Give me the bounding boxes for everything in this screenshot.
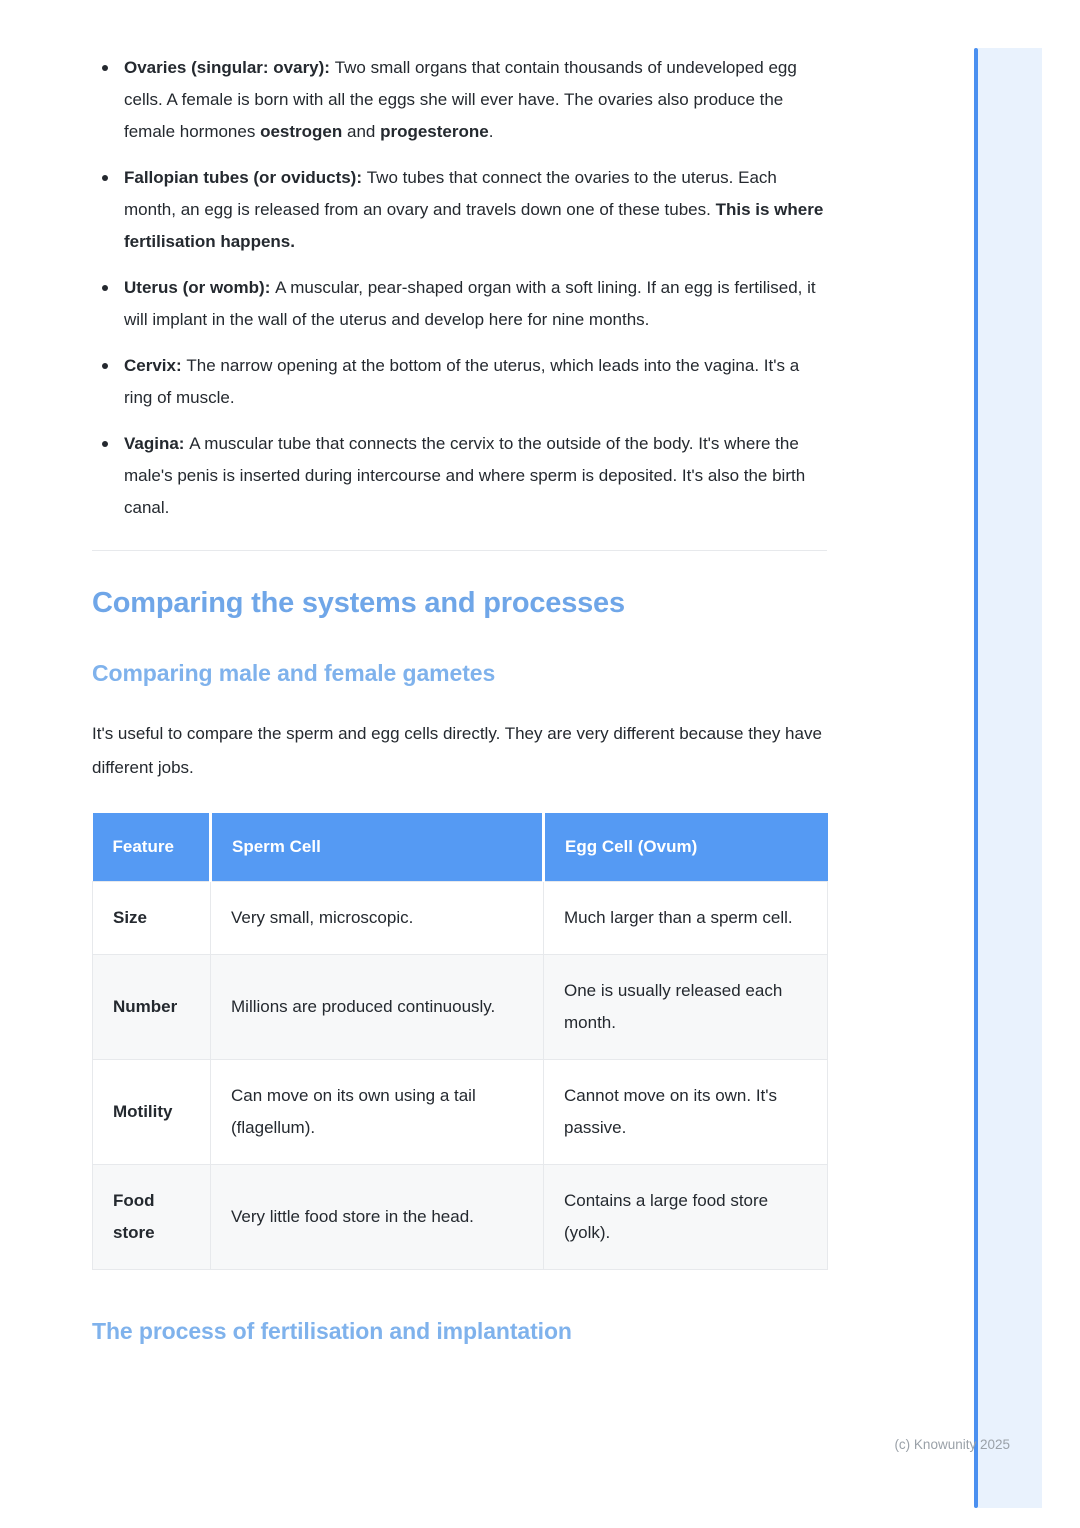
content-area xyxy=(92,52,827,1345)
table-cell-egg: Contains a large food store (yolk). xyxy=(544,1165,828,1270)
list-item-ovaries xyxy=(92,52,827,148)
table-cell-sperm: Very small, microscopic. xyxy=(211,882,544,955)
list-item-uterus xyxy=(92,272,827,336)
subsection-heading-fertilisation: The process of fertilisation and implantation xyxy=(92,1318,572,1344)
column-header-sperm-cell: Sperm Cell xyxy=(211,813,544,882)
table-cell-egg: Much larger than a sperm cell. xyxy=(544,882,828,955)
table-cell-egg: Cannot move on its own. It's passive. xyxy=(544,1060,828,1165)
table-cell-feature: Size xyxy=(93,882,211,955)
table-cell-feature: Motility xyxy=(93,1060,211,1165)
column-header-feature: Feature xyxy=(93,813,211,882)
right-accent-line xyxy=(974,48,978,1508)
section-divider xyxy=(92,550,827,551)
bullet-dot xyxy=(102,175,108,181)
table-row-size xyxy=(93,882,828,955)
section-heading-comparing-systems: Comparing the systems and processes xyxy=(92,587,625,619)
table-cell-sperm: Can move on its own using a tail (flagellum). xyxy=(211,1060,544,1165)
table-cell-feature: Food store xyxy=(93,1165,211,1270)
intro-paragraph: It's useful to compare the sperm and egg cells directly. They are very different because they have different jobs. xyxy=(92,724,822,777)
bullet-dot xyxy=(102,65,108,71)
table-header-row xyxy=(93,813,828,882)
gamete-comparison-table xyxy=(92,813,828,1270)
bullet-dot xyxy=(102,441,108,447)
table-cell-sperm: Very little food store in the head. xyxy=(211,1165,544,1270)
table-cell-egg: One is usually released each month. xyxy=(544,955,828,1060)
table-cell-feature: Number xyxy=(93,955,211,1060)
table-row-motility xyxy=(93,1060,828,1165)
table-row-food-store xyxy=(93,1165,828,1270)
list-item-cervix xyxy=(92,350,827,414)
list-item-fallopian-tubes xyxy=(92,162,827,258)
bullet-dot xyxy=(102,363,108,369)
list-item-text: Fallopian tubes (or oviducts): Two tubes that connect the ovaries to the uterus. Each month, an egg is released from an ovary and travels down one of these tubes. This is where fertilisation happens. xyxy=(124,168,824,251)
list-item-text: Ovaries (singular: ovary): Two small organs that contain thousands of undeveloped egg cells. A female is born with all the eggs she will ever have. The ovaries also produce the female hormones oestrogen and progesterone. xyxy=(124,58,797,141)
column-header-egg-cell: Egg Cell (Ovum) xyxy=(544,813,828,882)
bullet-dot xyxy=(102,285,108,291)
table-row-number xyxy=(93,955,828,1060)
list-item-text: Vagina: A muscular tube that connects the cervix to the outside of the body. It's where the male's penis is inserted during intercourse and where sperm is deposited. It's also the birth canal. xyxy=(124,434,806,517)
table-cell-sperm: Millions are produced continuously. xyxy=(211,955,544,1060)
copyright-watermark: (c) Knowunity 2025 xyxy=(894,1437,1010,1452)
right-accent-band xyxy=(978,48,1042,1508)
subsection-heading-gametes: Comparing male and female gametes xyxy=(92,660,496,686)
anatomy-bullet-list xyxy=(92,52,827,524)
list-item-vagina xyxy=(92,428,827,524)
list-item-text: Cervix: The narrow opening at the bottom of the uterus, which leads into the vagina. It's a ring of muscle. xyxy=(124,356,800,407)
list-item-text: Uterus (or womb): A muscular, pear-shaped organ with a soft lining. If an egg is fertilised, it will implant in the wall of the uterus and develop here for nine months. xyxy=(124,278,816,329)
